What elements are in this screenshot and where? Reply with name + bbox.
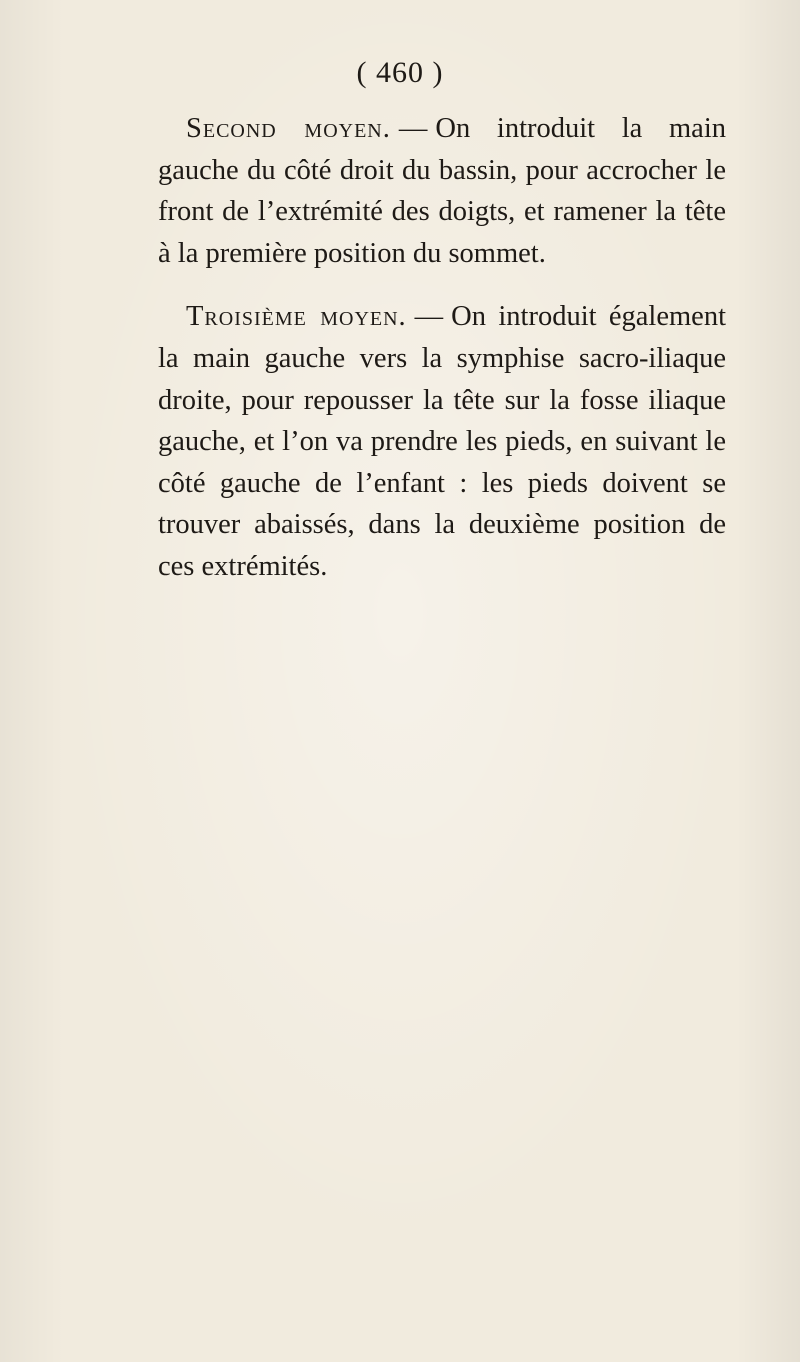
paragraph-heading: Troisième moyen. <box>186 301 407 333</box>
paragraph-text: On introduit la main gauche du côté droit du bassin, pour accrocher le front de l’extrémité des doigts, et ramener la tête à la première position du sommet. <box>158 113 726 269</box>
em-dash: — <box>414 301 444 333</box>
page-number: ( 460 ) <box>356 56 444 89</box>
em-dash: — <box>398 113 428 144</box>
paragraph-troisieme-moyen <box>158 296 726 587</box>
paragraph-second-moyen <box>158 108 726 274</box>
body-text <box>158 108 726 588</box>
paragraph-text: On introduit également la main gauche vers la symphise sacro-iliaque droite, pour repousser la tête sur la fosse iliaque gauche, et l’on va prendre les pieds, en suivant le côté gauche de l’enfant : les pieds doivent se trouver abaissés, dans la deuxième position de ces extrémités. <box>158 301 726 582</box>
paragraph-heading: Second moyen. <box>186 113 391 144</box>
